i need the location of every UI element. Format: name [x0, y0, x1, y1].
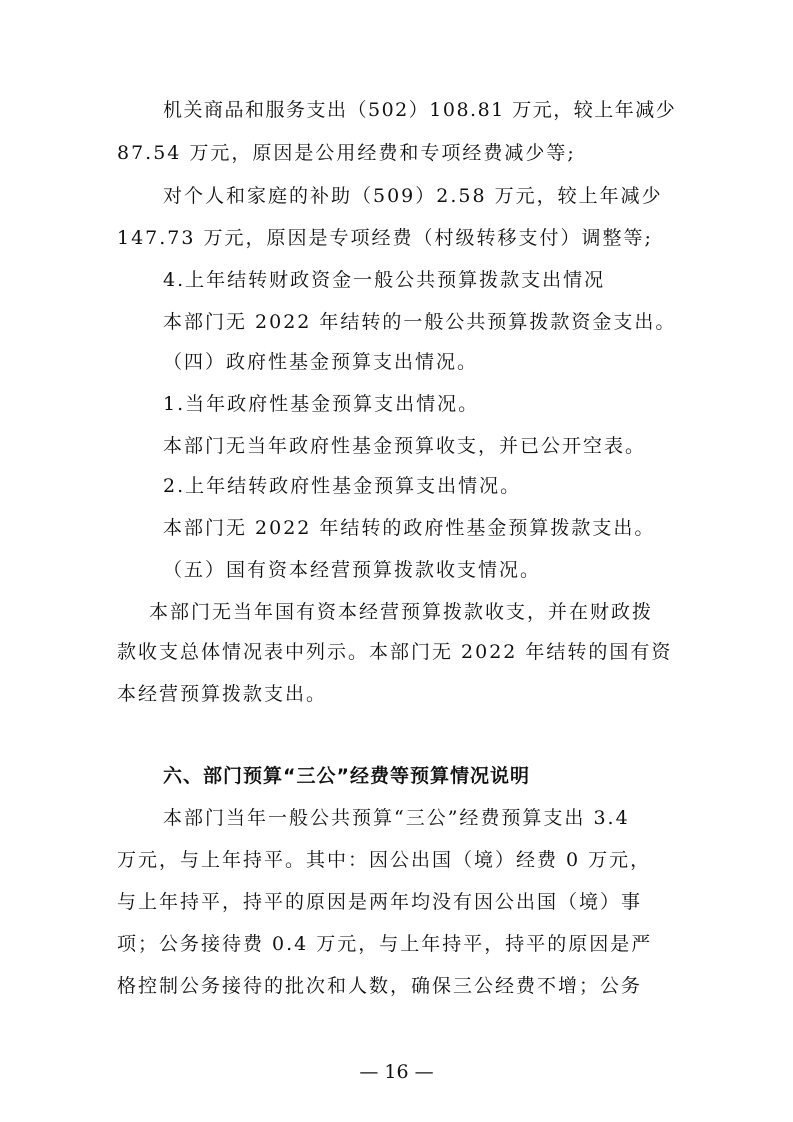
- body-line: 1.当年政府性基金预算支出情况。: [163, 393, 480, 415]
- body-line: 2.上年结转政府性基金预算支出情况。: [163, 475, 522, 497]
- body-line: 万元，与上年持平。其中：因公出国（境）经费 0 万元，: [117, 849, 652, 871]
- body-line: 本部门无 2022 年结转的政府性基金预算拨款支出。: [163, 517, 656, 539]
- body-line: 对个人和家庭的补助（509）2.58 万元，较上年减少: [163, 185, 663, 207]
- body-line: 项；公务接待费 0.4 万元，与上年持平，持平的原因是严: [117, 933, 653, 955]
- body-line: （五）国有资本经营预算拨款收支情况。: [163, 559, 542, 581]
- body-line: 与上年持平，持平的原因是两年均没有因公出国（境）事: [117, 891, 643, 913]
- body-line: 格控制公务接待的批次和人数，确保三公经费不增；公务: [117, 975, 643, 997]
- body-line: 本部门无当年政府性基金预算收支，并已公开空表。: [163, 435, 647, 457]
- body-line: 本经营预算拨款支出。: [117, 683, 328, 705]
- page-number: — 16 —: [359, 1061, 434, 1083]
- body-line: 4.上年结转财政资金一般公共预算拨款支出情况: [163, 269, 606, 291]
- body-line: 本部门无当年国有资本经营预算拨款收支，并在财政拨: [149, 601, 654, 623]
- body-line: 147.73 万元，原因是专项经费（村级转移支付）调整等;: [117, 227, 653, 249]
- body-line: 87.54 万元，原因是公用经费和专项经费减少等;: [117, 142, 576, 164]
- body-line: 款收支总体情况表中列示。本部门无 2022 年结转的国有资: [117, 641, 673, 663]
- body-line: 本部门当年一般公共预算“三公”经费预算支出 3.4: [163, 807, 630, 829]
- body-line: 本部门无 2022 年结转的一般公共预算拨款资金支出。: [163, 311, 677, 333]
- body-line: （四）政府性基金预算支出情况。: [163, 351, 479, 373]
- body-line: 机关商品和服务支出（502）108.81 万元，较上年减少: [163, 99, 677, 121]
- section-heading: 六、部门预算“三公”经费等预算情况说明: [163, 765, 530, 787]
- part-heading: [0, 722, 793, 746]
